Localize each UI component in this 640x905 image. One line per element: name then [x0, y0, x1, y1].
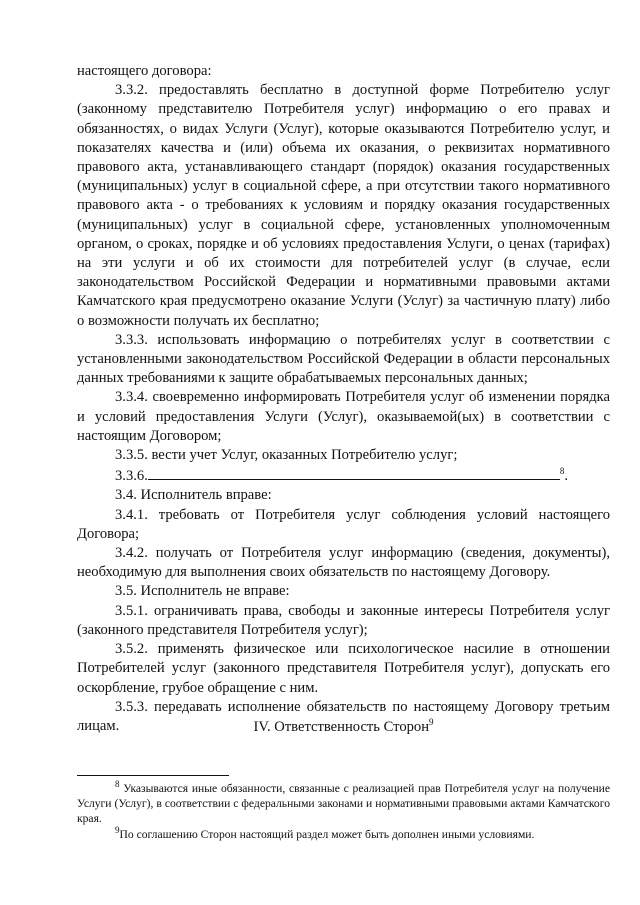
footnote-8: [77, 781, 610, 827]
paragraph-3-5-2: 3.5.2. применять физическое или психологическое насилие в отношении Потребителей услуг (законного представителя Потребителя услуг), допускать его оскорбление, грубое обращение с ним.: [77, 641, 610, 696]
paragraph-3-3-4: 3.3.4. своевременно информировать Потребителя услуг об изменении порядка и условий предоставления Услуги (Услуг), оказываемой(ых) в соответствии с настоящим Договором;: [77, 389, 610, 444]
footnote-9-mark: 9: [115, 824, 120, 835]
paragraph-continuation: настоящего договора:: [77, 63, 212, 79]
paragraph-3-5-1: 3.5.1. ограничивать права, свободы и законные интересы Потребителя услуг (законного представителя Потребителя услуг);: [77, 602, 610, 638]
contract-body: [77, 62, 610, 736]
footnote-9-text: По соглашению Сторон настоящий раздел может быть дополнен иными условиями.: [119, 827, 535, 841]
footnote-separator: [77, 775, 229, 776]
paragraph-3-4-2: 3.4.2. получать от Потребителя услуг информацию (сведения, документы), необходимую для выполнения своих обязательств по настоящему Договору.: [77, 545, 610, 581]
footnote-9: [77, 824, 610, 842]
paragraph-3-3-6-number: 3.3.6.: [115, 468, 148, 485]
footnotes: [77, 781, 610, 842]
section-heading: [77, 718, 610, 737]
paragraph-3-4-1: 3.4.1. требовать от Потребителя услуг соблюдения условий настоящего Договора;: [77, 506, 610, 542]
paragraph-3-5: 3.5. Исполнитель не вправе:: [115, 583, 290, 600]
footnote-ref-9: 9: [429, 717, 434, 728]
paragraph-3-4: 3.4. Исполнитель вправе:: [115, 487, 272, 504]
footnote-ref-8: 8: [559, 466, 565, 477]
paragraph-3-3-3: 3.3.3. использовать информацию о потребителях услуг в соответствии с установленными законодательством Российской Федерации в области персональных данных требованиями к защите обрабатываемых персональных данных;: [77, 331, 610, 387]
paragraph-3-3-6: [77, 465, 610, 486]
paragraph-3-5-3: 3.5.3. передавать исполнение обязательств по настоящему Договору третьим лицам.: [77, 698, 610, 734]
footnote-8-mark: 8: [115, 779, 120, 790]
paragraph-3-3-2: 3.3.2. предоставлять бесплатно в доступной форме Потребителю услуг (законному представителю Потребителя услуг) информацию о его правах и обязанностях, о видах Услуги (Услуг), которые оказываются Потребителю услуг, и показателях качества и (или) объема их оказания, о реквизитах нормативного правового акта, устанавливающего стандарт (порядок) оказания государственных (муниципальных) услуг в социальной сфере, а при отсутствии такого нормативного правового акта - о требованиях к условиям и порядку оказания государственных (муниципальных) услуг в социальной сфере, установленных уполномоченным органом, о сроках, порядке и об условиях предоставления Услуги, о ценах (тарифах) на эти услуги и об их стоимости для потребителей услуг (в случае, если законодательством Российской Федерации и нормативными правовыми актами Камчатского края предусмотрено оказание Услуги (Услуг) за частичную плату) либо о возможности получать их бесплатно;: [77, 82, 610, 329]
fill-in-blank-line: [148, 465, 560, 480]
section-title: IV. Ответственность Сторон: [253, 719, 430, 735]
paragraph-3-3-6-period: .: [564, 468, 568, 485]
paragraph-3-3-5: 3.3.5. вести учет Услуг, оказанных Потребителю услуг;: [115, 447, 458, 464]
footnote-8-text: Указываются иные обязанности, связанные с реализацией прав Потребителя услуг на получение Услуги (Услуг), в соответствии с федеральными законами и нормативными правовыми актами Камчатского края.: [77, 782, 610, 826]
